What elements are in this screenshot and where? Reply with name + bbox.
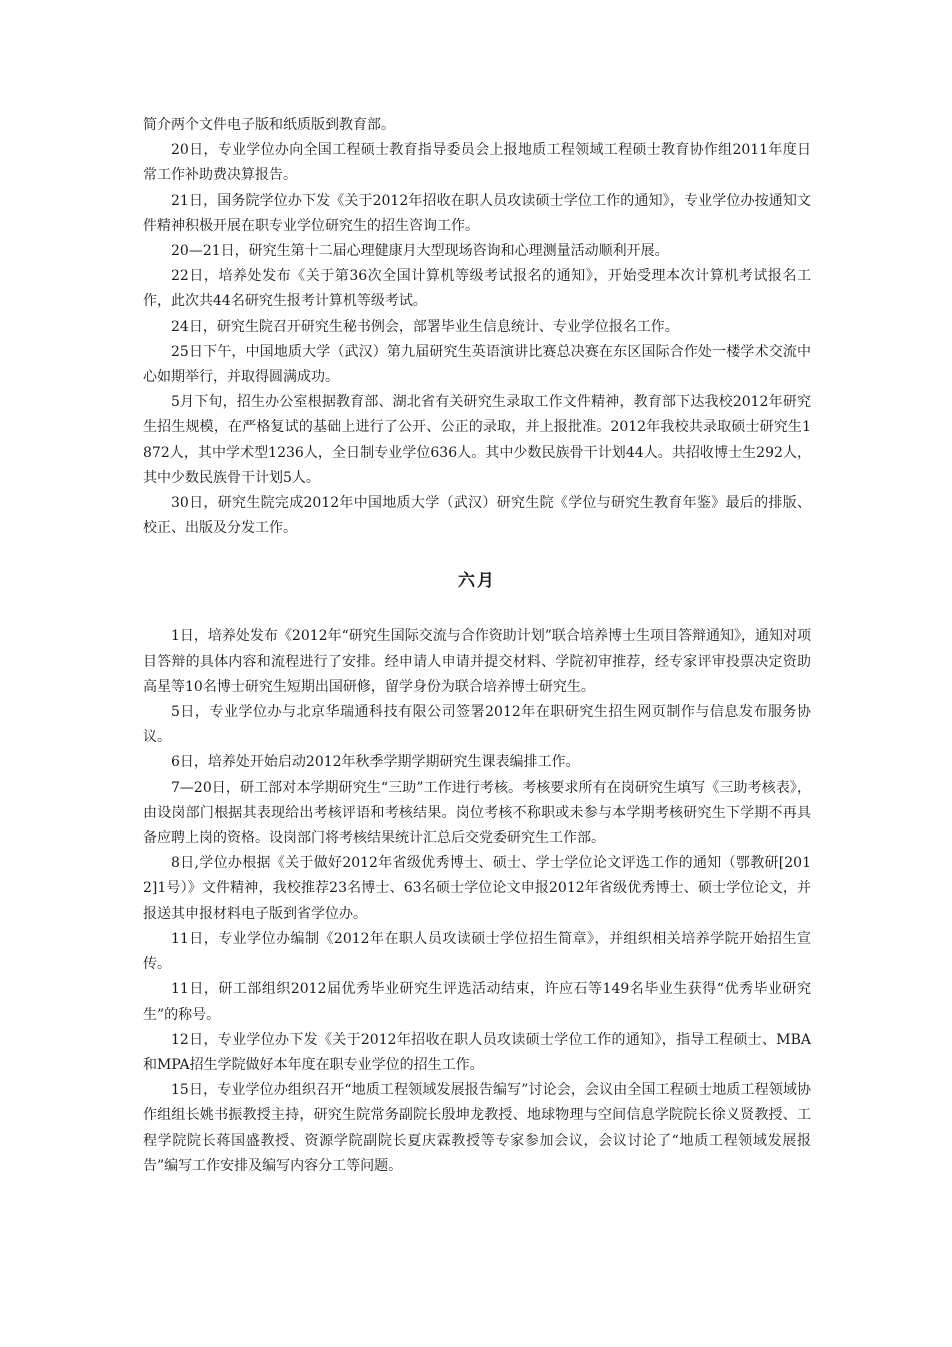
entry-paragraph: 20—21日，研究生第十二届心理健康月大型现场咨询和心理测量活动顺利开展。	[171, 243, 669, 260]
entry-paragraph: 25日下午，中国地质大学（武汉）第九届研究生英语演讲比赛总决赛在东区国际合作处一楼学术交流中心如期举行，并取得圆满成功。	[143, 343, 811, 386]
section-title-june: 六月	[458, 571, 496, 592]
entry-paragraph: 11日，专业学位办编制《2012年在职人员攻读硕士学位招生简章》，并组织相关培养学院开始招生宣传。	[143, 930, 811, 973]
entry-paragraph: 20日，专业学位办向全国工程硕士教育指导委员会上报地质工程领域工程硕士教育协作组2011年度日常工作补助费决算报告。	[143, 142, 811, 184]
entry-paragraph: 22日，培养处发布《关于第36次全国计算机等级考试报名的通知》，开始受理本次计算机考试报名工作，此次共44名研究生报考计算机等级考试。	[143, 268, 811, 310]
entry-paragraph: 24日，研究生院召开研究生秘书例会，部署毕业生信息统计、专业学位报名工作。	[171, 318, 679, 335]
entry-paragraph: 15日，专业学位办组织召开“地质工程领域发展报告编写”讨论会，会议由全国工程硕士地质工程领域协作组组长姚书振教授主持，研究生院常务副院长殷坤龙教授、地球物理与空间信息学院院长徐义贤教授、工程学院院长蒋国盛教授、资源学院副院长夏庆霖教授等专家参加会议，会议讨论了“地质工程领域发展报告”编写工作安排及编写内容分工等问题。	[143, 1082, 811, 1174]
june-entries	[143, 624, 811, 1178]
entry-paragraph: 1日，培养处发布《2012年“研究生国际交流与合作资助计划”联合培养博士生项目答辩通知》，通知对项目答辩的具体内容和流程进行了安排。经申请人申请并提交材料、学院初审推荐，经专家评审投票决定资助高星等10名博士研究生短期出国研修，留学身份为联合培养博士研究生。	[143, 628, 811, 695]
entry-paragraph: 21日，国务院学位办下发《关于2012年招收在职人员攻读硕士学位工作的通知》，专业学位办按通知文件精神积极开展在职专业学位研究生的招生咨询工作。	[143, 192, 811, 234]
entry-paragraph: 8日,学位办根据《关于做好2012年省级优秀博士、硕士、学士学位论文评选工作的通知（鄂教研[2012]1号）》文件精神，我校推荐23名博士、63名硕士学位论文申报2012年省级优秀博士、硕士学位论文，并报送其申报材料电子版到省学位办。	[143, 855, 811, 922]
document-page	[143, 113, 811, 1179]
may-entries	[143, 138, 811, 541]
entry-paragraph: 5月下旬，招生办公室根据教育部、湖北省有关研究生录取工作文件精神，教育部下达我校2012年研究生招生规模，在严格复试的基础上进行了公开、公正的录取，并上报批准。2012年我校共录取硕士研究生1872人，其中学术型1236人，全日制专业学位636人。其中少数民族骨干计划44人。共招收博士生292人，其中少数民族骨干计划5人。	[143, 394, 811, 486]
entry-paragraph: 12日，专业学位办下发《关于2012年招收在职人员攻读硕士学位工作的通知》，指导工程硕士、MBA和MPA招生学院做好本年度在职专业学位的招生工作。	[143, 1031, 811, 1073]
continuation-paragraph: 简介两个文件电子版和纸质版到教育部。	[143, 117, 395, 133]
entry-paragraph: 30日，研究生院完成2012年中国地质大学（武汉）研究生院《学位与研究生教育年鉴》最后的排版、校正、出版及分发工作。	[143, 495, 811, 537]
entry-paragraph: 5日，专业学位办与北京华瑞通科技有限公司签署2012年在职研究生招生网页制作与信息发布服务协议。	[143, 704, 811, 746]
entry-paragraph: 7—20日，研工部对本学期研究生“三助”工作进行考核。考核要求所有在岗研究生填写《三助考核表》，由设岗部门根据其表现给出考核评语和考核结果。岗位考核不称职或未参与本学期考核研究生下学期不再具备应聘上岗的资格。设岗部门将考核结果统计汇总后交党委研究生工作部。	[143, 779, 811, 847]
entry-paragraph: 11日，研工部组织2012届优秀毕业研究生评选活动结束，许应石等149名毕业生获得“优秀毕业研究生”的称号。	[143, 981, 811, 1023]
entry-paragraph: 6日，培养处开始启动2012年秋季学期学期研究生课表编排工作。	[171, 754, 580, 771]
